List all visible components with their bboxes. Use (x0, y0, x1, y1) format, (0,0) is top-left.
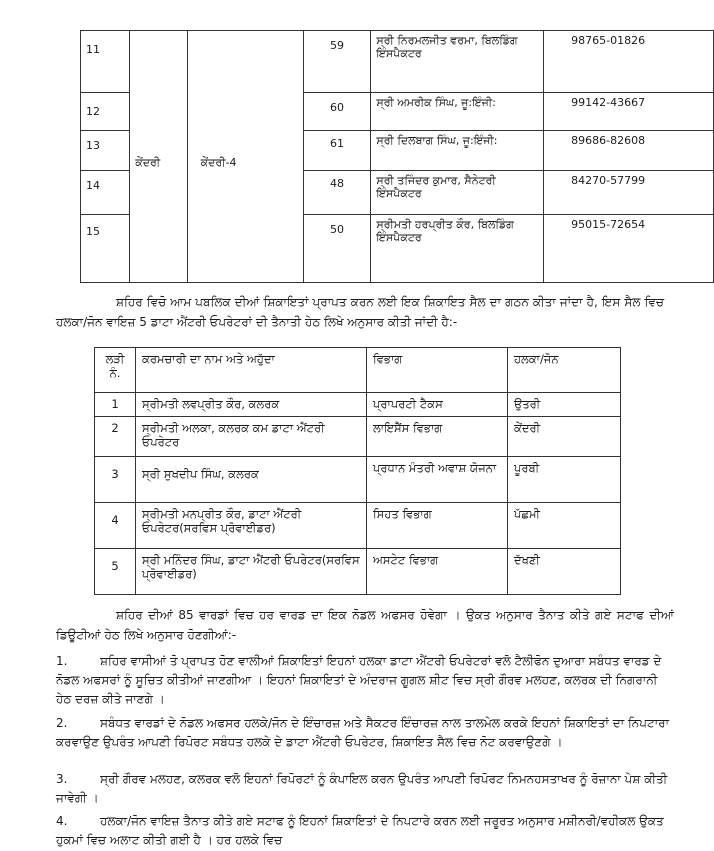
employee-cell: ਸ੍ਰੀਮਤੀ ਲਵਪ੍ਰੀਤ ਕੌਰ, ਕਲਰਕ (136, 393, 367, 417)
employee-cell: ਸ੍ਰੀ ਮਨਿੰਦਰ ਸਿੰਘ, ਡਾਟਾ ਐਂਟਰੀ ਓਪਰੇਟਰ(ਸਰਵਿਸ ਪ੍ਰੋਵਾਈਡਰ) (136, 549, 367, 595)
header-department: ਵਿਭਾਗ (367, 348, 508, 393)
ward-cell: 50 (303, 215, 371, 283)
point-text: ਹਲਕਾ/ਜੋਨ ਵਾਇਜ਼ ਤੈਨਾਤ ਕੀਤੇ ਗਏ ਸਟਾਫ ਨੂੰ ਇਹਨਾਂ ਸ਼ਿਕਾਇਤਾਂ ਦੇ ਨਿਪਟਾਰੇ ਕਰਨ ਲਈ ਜਰੂਰਤ ਅਨੁਸਾਰ ਮਸ਼ੀਨਰੀ/ਵਹੀਕਲ ਉਕਤ ਹੁਕਮਾਂ ਵਿਚ ਅਲਾਟ ਕੀਤੀ ਗਈ ਹੈ । ਹਰ ਹਲਕੇ ਵਿਚ (56, 814, 664, 847)
zone-cell: ਪੂਰਬੀ (508, 457, 621, 503)
ward-cell: 60 (303, 93, 371, 131)
employee-cell: ਸ੍ਰੀ ਸੁਖਦੀਪ ਸਿੰਘ, ਕਲਰਕ (136, 457, 367, 503)
header-zone: ਹਲਕਾ/ਜੋਨ (508, 348, 621, 393)
officer-name-cell: ਸ੍ਰੀ ਤਜਿੰਦਰ ਕੁਮਾਰ, ਸੈਨੇਟਰੀ ਇੰਸਪੈਕਟਰ (371, 171, 544, 215)
ward-cell: 61 (303, 131, 371, 171)
serial-cell: 15 (81, 215, 130, 283)
complaint-cell-paragraph: ਸ਼ਹਿਰ ਵਿਚੋ ਆਮ ਪਬਲਿਕ ਦੀਆਂ ਸ਼ਿਕਾਇਤਾਂ ਪ੍ਰਾਪਤ ਕਰਨ ਲਈ ਇਕ ਸ਼ਿਕਾਇਤ ਸੈਲ ਦਾ ਗਠਨ ਕੀਤਾ ਜਾਂਦਾ ਹੈ, ਇਸ ਸੈਲ ਵਿਚ ਹਲਕਾ/ਜੋਨ ਵਾਇਜ਼ 5 ਡਾਟਾ ਐਂਟਰੀ ਓਪਰੇਟਰਾਂ ਦੀ ਤੈਨਾਤੀ ਹੇਠ ਲਿਖੇ ਅਨੁਸਾਰ ਕੀਤੀ ਜਾਂਦੀ ਹੈ:- (56, 295, 664, 329)
officer-name-cell: ਸ੍ਰੀ ਦਿਲਬਾਗ ਸਿੰਘ, ਜੂ:ਇੰਜੀ: (371, 131, 544, 171)
department-cell: ਅਸਟੇਟ ਵਿਭਾਗ (367, 549, 508, 595)
zone-cell: ਕੇਂਦਰੀ (508, 417, 621, 457)
point-text: ਸ੍ਰੀ ਗੌਰਵ ਮਲਹਣ, ਕਲਰਕ ਵਲੋ ਇਹਨਾਂ ਰਿਪੋਰਟਾਂ ਨੂੰ ਕੰਪਾਇਲ ਕਰਨ ਉਪਰੰਤ ਆਪਣੀ ਰਿਪੋਰਟ ਨਿਮਨਹਸਤਾਖਰ ਨੂੰ ਰੋਜ਼ਾਨਾ ਪੇਸ਼ ਕੀਤੀ ਜਾਵੇਗੀ । (56, 772, 668, 805)
phone-value: 89686-82608 (571, 134, 646, 147)
serial-cell: 13 (81, 131, 130, 171)
point-number: 2. (56, 716, 68, 730)
zone-value: ਕੇਂਦਰੀ (135, 156, 161, 169)
serial-cell: 5 (95, 549, 136, 595)
phone-cell (544, 93, 714, 131)
phone-value: 99142-43667 (571, 96, 646, 109)
zone-cell: ਦੱਖਣੀ (508, 549, 621, 595)
phone-cell (544, 31, 714, 93)
officer-name-cell: ਸ੍ਰੀ ਨਿਰਮਲਜੀਤ ਵਰਮਾ, ਬਿਲਡਿੰਗ ਇੰਸਪੈਕਟਰ (371, 31, 544, 93)
header-employee: ਕਰਮਚਾਰੀ ਦਾ ਨਾਮ ਅਤੇ ਅਹੁੱਦਾ (136, 348, 367, 393)
sub-zone-cell (187, 31, 303, 283)
point-number: 1. (56, 654, 68, 668)
serial-cell: 1 (95, 393, 136, 417)
serial-cell: 3 (95, 457, 136, 503)
serial-cell: 11 (81, 31, 130, 93)
table-row (95, 393, 621, 417)
zone-cell (130, 31, 187, 283)
department-cell: ਲਾਇਸੈਂਸ ਵਿਭਾਗ (367, 417, 508, 457)
department-cell: ਪ੍ਰਾਪਰਟੀ ਟੈਕਸ (367, 393, 508, 417)
phone-cell (544, 171, 714, 215)
data-entry-operator-table (94, 347, 621, 595)
duty-point (56, 812, 674, 850)
serial-cell: 14 (81, 171, 130, 215)
point-text: ਸ਼ਹਿਰ ਵਾਸੀਆਂ ਤੋ ਪ੍ਰਾਪਤ ਹੋਣ ਵਾਲੀਆਂ ਸ਼ਿਕਾਇਤਾਂ ਇਹਨਾਂ ਹਲਕਾ ਡਾਟਾ ਐਂਟਰੀ ਓਪਰੇਟਰਾਂ ਵਲੋ ਟੈਲੀਫੋਨ ਦੁਆਰਾ ਸਬੰਧਤ ਵਾਰਡ ਦੇ ਨੋਡਲ ਅਫਸਰਾਂ ਨੂੰ ਸੂਚਿਤ ਕੀਤੀਆਂ ਜਾਣਗੀਆ । ਇਹਨਾਂ ਸ਼ਿਕਾਇਤਾਂ ਦੇ ਅੰਦਰਾਜ ਗੂਗਲ ਸ਼ੀਟ ਵਿਚ ਸ੍ਰੀ ਗੌਰਵ ਮਲਹਣ, ਕਲਰਕ ਦੀ ਨਿਗਰਾਨੀ ਹੇਠ ਦਰਜ਼ ਕੀਤੇ ਜਾਣਗੇ । (56, 654, 662, 706)
serial-cell: 12 (81, 93, 130, 131)
table-row (95, 503, 621, 549)
point-text: ਸਬੰਧਤ ਵਾਰਡਾਂ ਦੇ ਨੋਡਲ ਅਫਸਰ ਹਲਕੇ/ਜੋਨ ਦੇ ਇੰਚਾਰਜ਼ ਅਤੇ ਸੈਕਟਰ ਇੰਚਾਰਜ਼ ਨਾਲ ਤਾਲਮੇਲ ਕਰਕੇ ਇਹਨਾਂ ਸ਼ਿਕਾਇਤਾਂ ਦਾ ਨਿਪਟਾਰਾ ਕਰਵਾਉਣ ਉਪਰੰਤ ਆਪਣੀ ਰਿਪੋਰਟ ਸਬੰਧਤ ਹਲਕੇ ਦੇ ਡਾਟਾ ਐਂਟਰੀ ਓਪਰੇਟਰ, ਸ਼ਿਕਾਇਤ ਸੈਲ ਵਿਚ ਨੋਟ ਕਰਵਾਉਣਗੇ । (56, 716, 670, 749)
department-cell: ਸਿਹਤ ਵਿਭਾਗ (367, 503, 508, 549)
point-number: 4. (56, 814, 68, 828)
ward-officer-table (80, 30, 714, 283)
phone-value: 84270-57799 (571, 174, 646, 187)
nodal-officer-paragraph: ਸ਼ਹਿਰ ਦੀਆਂ 85 ਵਾਰਡਾਂ ਵਿਚ ਹਰ ਵਾਰਡ ਦਾ ਇਕ ਨੋਡਲ ਅਫਸਰ ਹੋਵੇਗਾ । ਉਕਤ ਅਨੁਸਾਰ ਤੈਨਾਤ ਕੀਤੇ ਗਏ ਸਟਾਫ ਦੀਆਂ ਡਿਊਟੀਆਂ ਹੇਠ ਲਿਖੇ ਅਨੁਸਾਰ ਹੋਣਗੀਆਂ:- (56, 608, 674, 642)
header-serial: ਲੜੀ ਨੰ. (95, 348, 136, 393)
table-row (95, 417, 621, 457)
employee-cell: ਸ੍ਰੀਮਤੀ ਮਨਪ੍ਰੀਤ ਕੌਰ, ਡਾਟਾ ਐਂਟਰੀ ਓਪਰੇਟਰ(ਸਰਵਿਸ ਪ੍ਰੋਵਾਈਡਰ) (136, 503, 367, 549)
sub-zone-value: ਕੇਂਦਰੀ-4 (200, 156, 237, 169)
employee-cell: ਸ੍ਰੀਮਤੀ ਅਲਕਾ, ਕਲਰਕ ਕਮ ਡਾਟਾ ਐਂਟਰੀ ਓਪਰੇਟਰ (136, 417, 367, 457)
ward-cell: 59 (303, 31, 371, 93)
department-cell: ਪ੍ਰਧਾਨ ਮੰਤਰੀ ਅਵਾਸ਼ ਯੋਜਨਾ (367, 457, 508, 503)
zone-cell: ਉਤਰੀ (508, 393, 621, 417)
serial-cell: 2 (95, 417, 136, 457)
officer-name-cell: ਸ੍ਰੀ ਅਮਰੀਕ ਸਿੰਘ, ਜੂ:ਇੰਜੀ: (371, 93, 544, 131)
table-row (95, 549, 621, 595)
duty-point (56, 770, 674, 808)
officer-name-cell: ਸ੍ਰੀਮਤੀ ਹਰਪ੍ਰੀਤ ਕੌਰ, ਬਿਲਡਿੰਗ ਇੰਸਪੈਕਟਰ (371, 215, 544, 283)
phone-cell (544, 215, 714, 283)
zone-cell: ਪੱਛਮੀ (508, 503, 621, 549)
duty-point (56, 714, 674, 752)
table-header-row (95, 348, 621, 393)
point-number: 3. (56, 772, 68, 786)
table-row (81, 31, 714, 93)
duty-point (56, 652, 674, 709)
phone-value: 98765-01826 (571, 34, 646, 47)
table-row (95, 457, 621, 503)
phone-cell (544, 131, 714, 171)
phone-value: 95015-72654 (571, 218, 646, 231)
serial-cell: 4 (95, 503, 136, 549)
ward-cell: 48 (303, 171, 371, 215)
